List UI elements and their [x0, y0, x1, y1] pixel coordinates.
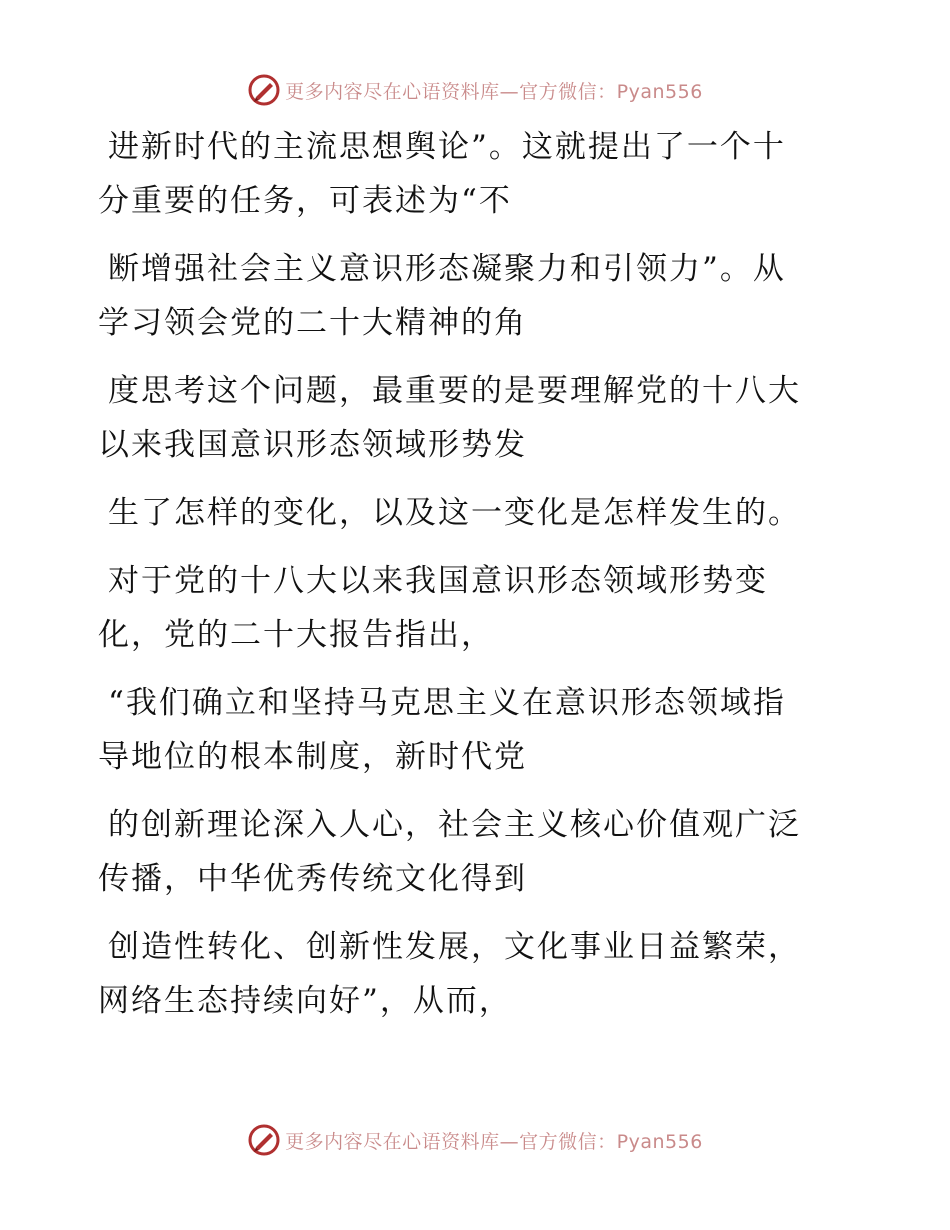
- banner-text: 更多内容尽在心语资料库—官方微信：Pyan556: [285, 80, 703, 103]
- text-line: 度思考这个问题，最重要的是要理解党的十八大: [108, 373, 801, 409]
- text-line: 化，党的二十大报告指出，: [98, 617, 494, 653]
- footer-banner: [0, 1120, 950, 1160]
- text-line: 生了怎样的变化，以及这一变化是怎样发生的。: [108, 495, 801, 531]
- text-line: 的创新理论深入人心，社会主义核心价值观广泛: [108, 807, 801, 843]
- paragraph: [98, 364, 838, 472]
- text-line: 以来我国意识形态领域形势发: [98, 427, 527, 463]
- paragraph: [98, 486, 838, 540]
- text-line: 断增强社会主义意识形态凝聚力和引领力”。从: [108, 251, 786, 287]
- paragraph: [98, 920, 838, 1028]
- header-banner: [0, 70, 950, 110]
- paragraph: [98, 242, 838, 350]
- text-line: “我们确立和坚持马克思主义在意识形态领域指: [108, 685, 786, 721]
- banner-text: 更多内容尽在心语资料库—官方微信：Pyan556: [285, 1130, 703, 1153]
- text-line: 网络生态持续向好”，从而，: [98, 983, 512, 1019]
- text-line: 学习领会党的二十大精神的角: [98, 305, 527, 341]
- text-line: 传播，中华优秀传统文化得到: [98, 861, 527, 897]
- pen-circle-logo-icon: [247, 73, 281, 107]
- text-line: 导地位的根本制度，新时代党: [98, 739, 527, 775]
- text-line: 创造性转化、创新性发展，文化事业日益繁荣，: [108, 929, 801, 965]
- text-line: 进新时代的主流思想舆论”。这就提出了一个十: [108, 129, 786, 165]
- paragraph: [98, 554, 838, 662]
- text-line: 分重要的任务，可表述为“不: [98, 183, 512, 219]
- paragraph: [98, 676, 838, 784]
- paragraph: [98, 120, 838, 228]
- pen-circle-logo-icon: [247, 1123, 281, 1157]
- paragraph: [98, 798, 838, 906]
- document-body: [98, 120, 838, 1042]
- text-line: 对于党的十八大以来我国意识形态领域形势变: [108, 563, 768, 599]
